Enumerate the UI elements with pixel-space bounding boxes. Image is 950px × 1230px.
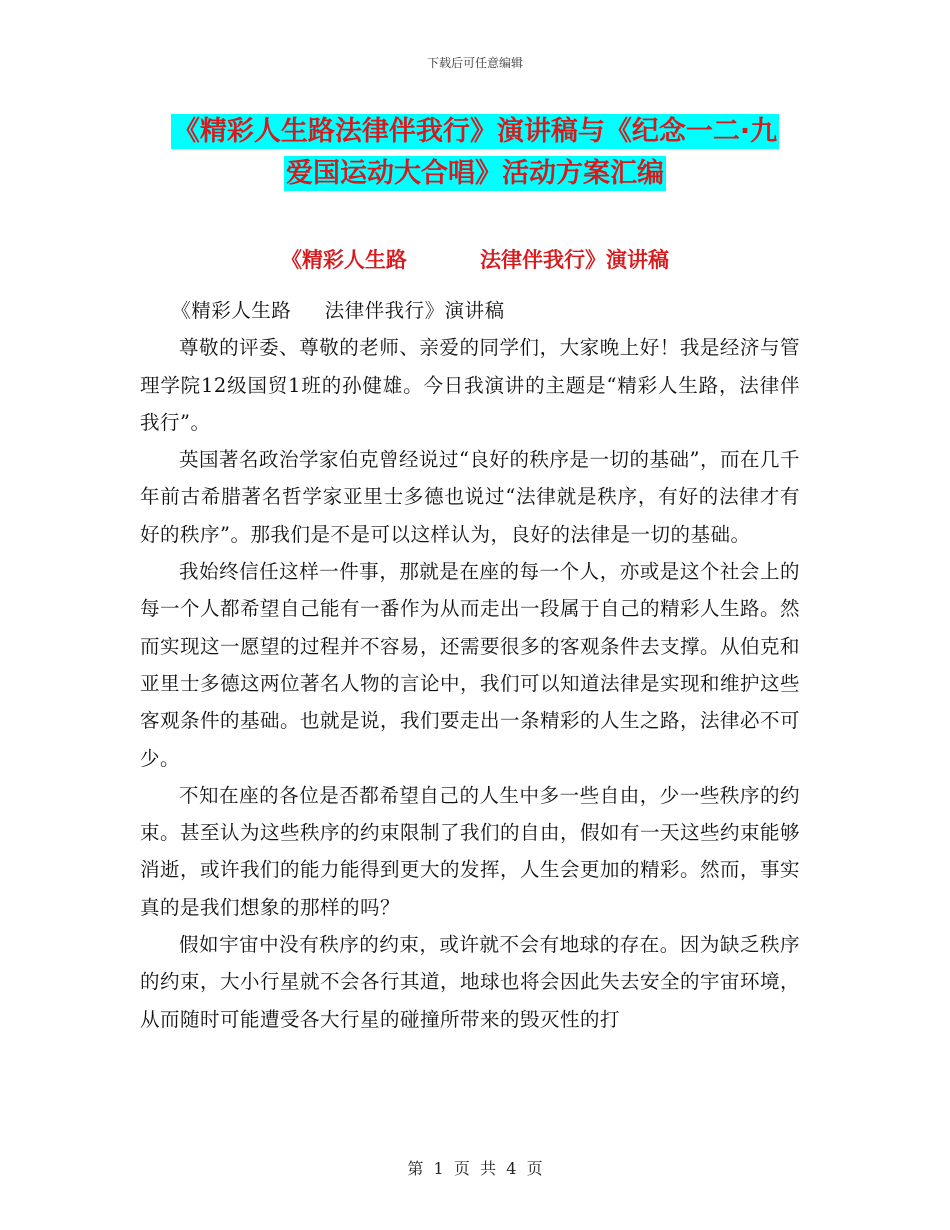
body-text: [140, 292, 800, 1038]
page-header: 下载后可任意编辑: [426, 56, 523, 70]
document-title-line-1: [0, 110, 950, 154]
page-footer: 第 1 页 共 4 页: [407, 1159, 543, 1178]
paragraph: 尊敬的评委、尊敬的老师、亲爱的同学们，大家晚上好！我是经济与管理学院12级国贸1班的孙健雄。今日我演讲的主题是“精彩人生路，法律伴我行”。: [140, 336, 800, 434]
paragraph: 我始终信任这样一件事，那就是在座的每一个人，亦或是这个社会上的每一个人都希望自己能有一番作为从而走出一段属于自己的精彩人生路。然而实现这一愿望的过程并不容易，还需要很多的客观条件去支撑。从伯克和亚里士多德这两位著名人物的言论中，我们可以知道法律是实现和维护这些客观条件的基础。也就是说，我们要走出一条精彩的人生之路，法律必不可少。: [140, 560, 801, 770]
paragraph: 假如宇宙中没有秩序的约束，或许就不会有地球的存在。因为缺乏秩序的约束，大小行星就不会各行其道，地球也将会因此失去安全的宇宙环境，从而随时可能遭受各大行星的碰撞所带来的毁灭性的打: [140, 933, 801, 1031]
section-title: 《精彩人生路 法律伴我行》演讲稿: [280, 248, 670, 272]
title-highlight-2: 爱国运动大合唱》活动方案汇编: [286, 158, 664, 189]
title-highlight-1: 《精彩人生路法律伴我行》演讲稿与《纪念一二·九: [172, 116, 778, 147]
speech-subtitle: 《精彩人生路 法律伴我行》演讲稿: [171, 299, 505, 322]
document-title-line-2: [0, 152, 950, 196]
paragraph: 英国著名政治学家伯克曾经说过“良好的秩序是一切的基础”，而在几千年前古希腊著名哲学家亚里士多德也说过“法律就是秩序，有好的法律才有好的秩序”。那我们是不是可以这样认为，良好的法律是一切的基础。: [140, 448, 800, 546]
paragraph: 不知在座的各位是否都希望自己的人生中多一些自由，少一些秩序的约束。甚至认为这些秩序的约束限制了我们的自由，假如有一天这些约束能够消逝，或许我们的能力能得到更大的发挥，人生会更加的精彩。然而，事实真的是我们想象的那样的吗？: [140, 783, 801, 919]
